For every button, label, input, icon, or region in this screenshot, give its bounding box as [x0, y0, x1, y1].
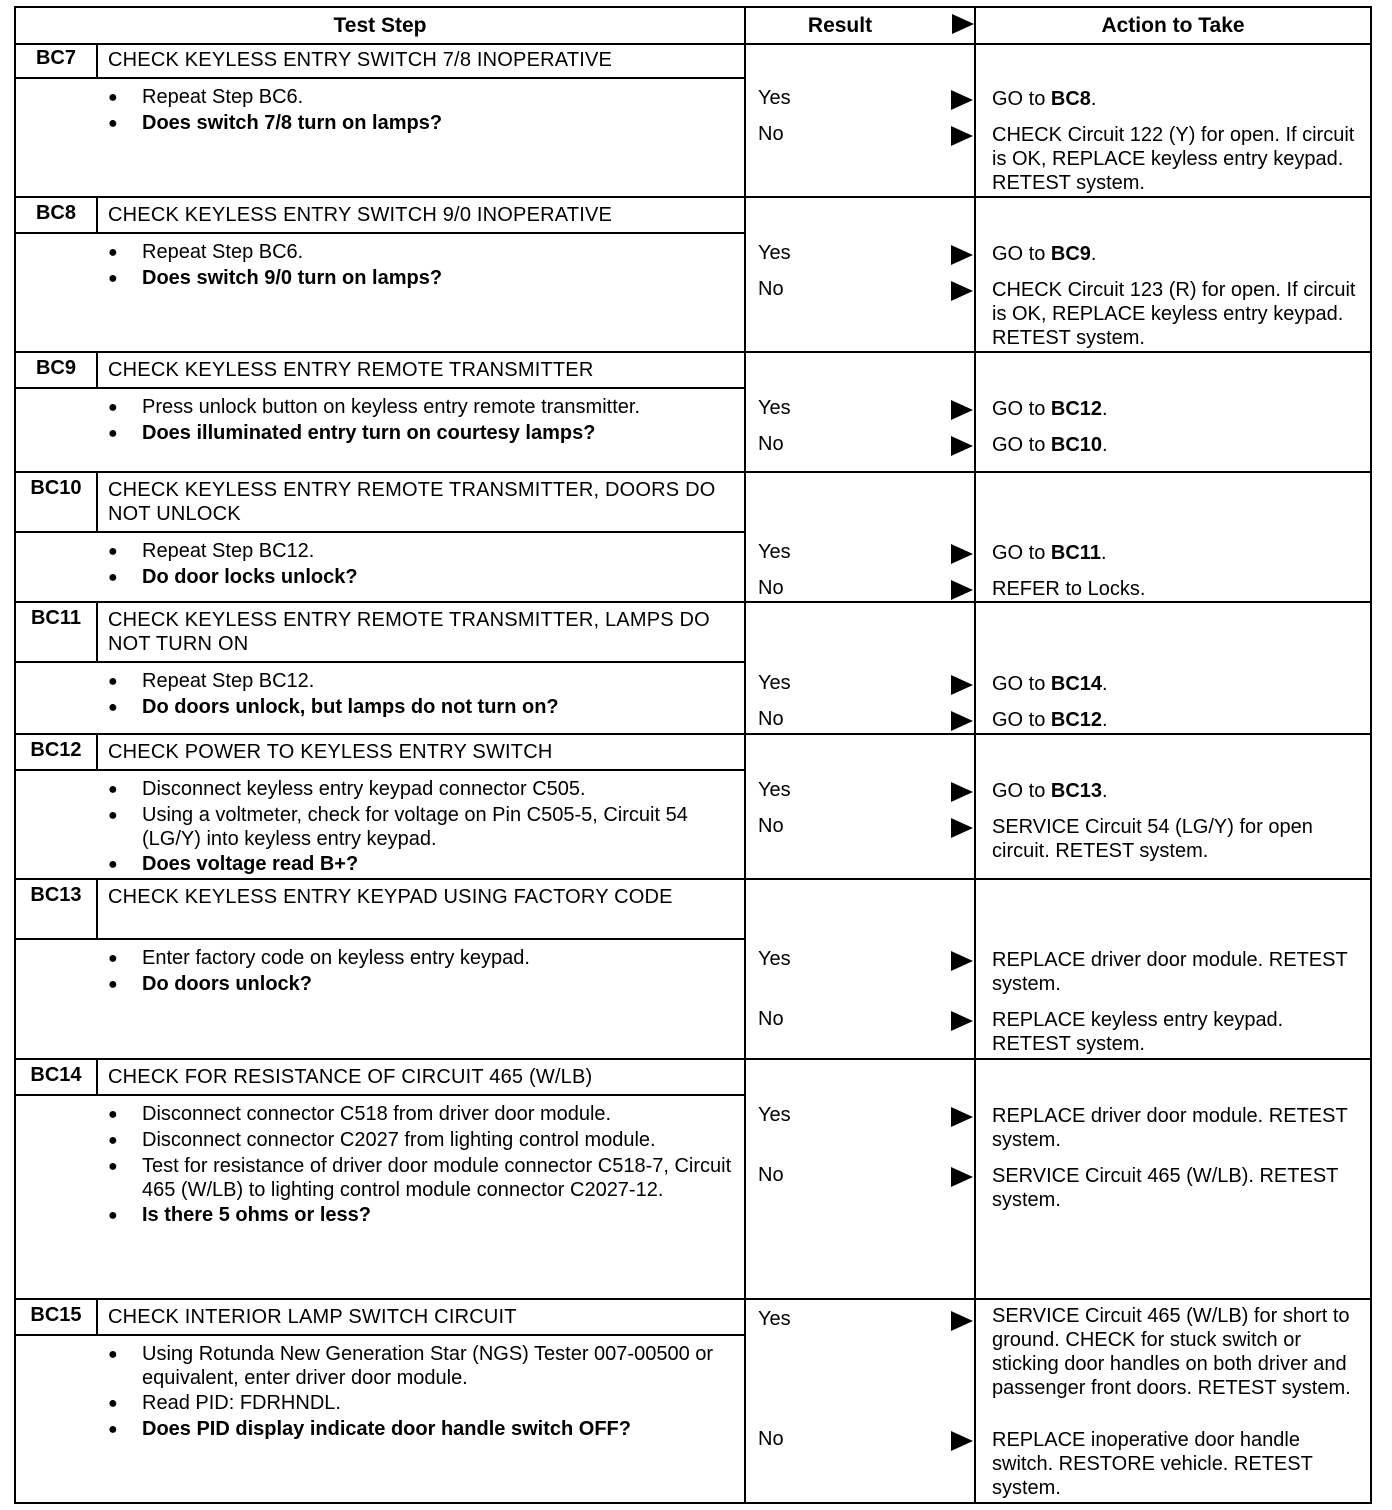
bullet-icon: ● [108, 399, 118, 416]
result-label: No [758, 433, 784, 455]
result-no [758, 278, 983, 304]
arrow-right-icon [951, 436, 973, 456]
test-step-row [16, 735, 1370, 880]
instruction-item [108, 421, 738, 446]
bullet-icon: ● [108, 856, 118, 873]
instruction-text: Disconnect connector C2027 from lighting control module. [142, 1129, 656, 1151]
action-prefix: REFER to Locks. [992, 578, 1146, 600]
instruction-item [108, 1154, 738, 1202]
bullet-icon: ● [108, 1207, 118, 1224]
bullet-icon: ● [108, 270, 118, 287]
result-label: Yes [758, 672, 791, 694]
instruction-text: Using a voltmeter, check for voltage on Pin C505-5, Circuit 54 (LG/Y) into keyless entry keypad. [142, 804, 688, 850]
action-prefix: GO to [992, 398, 1051, 420]
instruction-question: Does voltage read B+? [142, 853, 359, 875]
result-label: No [758, 577, 784, 599]
action-prefix: GO to [992, 88, 1051, 110]
action-suffix: . [1102, 709, 1108, 731]
header-result-label: Result [807, 13, 873, 37]
step-id: BC9 [16, 353, 98, 389]
result-yes [758, 541, 983, 567]
action-suffix: . [1090, 243, 1097, 265]
test-step-row [16, 1300, 1370, 1504]
instruction-item [108, 852, 738, 877]
action-prefix: REPLACE keyless entry keypad. RETEST system. [992, 1009, 1284, 1055]
action-text [992, 708, 1364, 732]
instruction-question: Is there 5 ohms or less? [142, 1204, 371, 1226]
instruction-question: Do doors unlock, but lamps do not turn on? [142, 696, 559, 718]
action-prefix: GO to [992, 434, 1051, 456]
instruction-question: Does switch 9/0 turn on lamps? [142, 267, 443, 289]
step-title: CHECK KEYLESS ENTRY REMOTE TRANSMITTER, DOORS DO NOT UNLOCK [98, 473, 746, 533]
instruction-item [108, 240, 738, 265]
instruction-text: Press unlock button on keyless entry remote transmitter. [142, 396, 640, 418]
action-text [992, 672, 1364, 696]
instruction-text: Read PID: FDRHNDL. [142, 1392, 341, 1414]
instruction-item [108, 946, 738, 971]
bullet-icon: ● [108, 244, 118, 261]
instruction-text: Disconnect keyless entry keypad connector C505. [142, 778, 586, 800]
instruction-text: Repeat Step BC6. [142, 241, 304, 263]
step-instructions [108, 777, 738, 878]
bullet-icon: ● [108, 807, 118, 824]
action-prefix: GO to [992, 780, 1051, 802]
arrow-right-icon [951, 1311, 973, 1331]
instruction-item [108, 972, 738, 997]
instruction-item [108, 1417, 738, 1442]
arrow-right-icon [951, 1431, 973, 1451]
step-instructions [108, 946, 738, 998]
arrow-right-icon [951, 1167, 973, 1187]
bullet-icon: ● [108, 115, 118, 132]
action-text [992, 433, 1364, 457]
arrow-right-icon [951, 245, 973, 265]
action-suffix: . [1102, 780, 1108, 802]
action-suffix: . [1102, 673, 1108, 695]
test-step-row [16, 880, 1370, 1060]
instruction-text: Enter factory code on keyless entry keypad. [142, 947, 530, 969]
result-label: No [758, 278, 784, 300]
bullet-icon: ● [108, 425, 118, 442]
action-text [992, 123, 1364, 195]
instruction-text: Test for resistance of driver door module connector C518-7, Circuit 465 (W/LB) to lighting control module connector C2027-12. [142, 1155, 732, 1201]
bullet-icon: ● [108, 543, 118, 560]
result-no [758, 1008, 983, 1034]
instruction-question: Do doors unlock? [142, 973, 312, 995]
instruction-item [108, 1342, 738, 1390]
step-title: CHECK KEYLESS ENTRY SWITCH 9/0 INOPERATIVE [98, 198, 746, 234]
instruction-item [108, 266, 738, 291]
action-suffix: . [1102, 398, 1108, 420]
result-yes [758, 1104, 983, 1130]
bullet-icon: ● [108, 569, 118, 586]
step-id: BC14 [16, 1060, 98, 1096]
instruction-item [108, 565, 738, 590]
instruction-text: Repeat Step BC6. [142, 86, 304, 108]
result-label: Yes [758, 397, 791, 419]
action-text [992, 948, 1364, 996]
step-title: CHECK INTERIOR LAMP SWITCH CIRCUIT [98, 1300, 746, 1336]
step-title: CHECK FOR RESISTANCE OF CIRCUIT 465 (W/LB) [98, 1060, 746, 1096]
bullet-icon: ● [108, 1106, 118, 1123]
instruction-text: Repeat Step BC12. [142, 670, 315, 692]
action-prefix: GO to [992, 542, 1051, 564]
action-text [992, 397, 1364, 421]
action-prefix: SERVICE Circuit 465 (W/LB) for short to ground. CHECK for stuck switch or sticking door handles on both driver and passenger front doors. RETEST system. [992, 1305, 1351, 1399]
diagnostic-table [14, 6, 1372, 1504]
result-yes [758, 672, 983, 698]
result-label: No [758, 1428, 784, 1450]
header-test-step: Test Step [16, 8, 744, 45]
step-id: BC10 [16, 473, 98, 533]
step-title: CHECK KEYLESS ENTRY KEYPAD USING FACTORY CODE [98, 880, 746, 940]
step-instructions [108, 669, 738, 721]
instruction-question: Does PID display indicate door handle switch OFF? [142, 1418, 631, 1440]
result-no [758, 1428, 983, 1454]
instruction-text: Disconnect connector C518 from driver door module. [142, 1103, 612, 1125]
bullet-icon: ● [108, 976, 118, 993]
action-text [992, 1164, 1364, 1212]
action-suffix: . [1102, 434, 1108, 456]
header-arrow-icon [952, 14, 974, 34]
test-step-row [16, 473, 1370, 603]
action-text [992, 242, 1364, 266]
action-suffix: . [1100, 542, 1107, 564]
action-text [992, 1304, 1364, 1400]
arrow-right-icon [951, 126, 973, 146]
result-label: No [758, 1164, 784, 1186]
result-no [758, 1164, 983, 1190]
arrow-right-icon [951, 675, 973, 695]
step-title: CHECK KEYLESS ENTRY SWITCH 7/8 INOPERATIVE [98, 43, 746, 79]
test-step-row [16, 603, 1370, 735]
result-label: Yes [758, 242, 791, 264]
action-step-ref: BC9 [1050, 243, 1091, 265]
instruction-item [108, 1203, 738, 1228]
action-text [992, 541, 1364, 565]
step-instructions [108, 1342, 738, 1443]
result-yes [758, 87, 983, 113]
action-text [992, 815, 1364, 863]
result-yes [758, 779, 983, 805]
action-step-ref: BC11 [1050, 542, 1101, 564]
bullet-icon: ● [108, 1395, 118, 1412]
action-prefix: REPLACE inoperative door handle switch. RESTORE vehicle. RETEST system. [992, 1429, 1313, 1499]
test-step-row [16, 353, 1370, 473]
instruction-question: Do door locks unlock? [142, 566, 358, 588]
result-label: No [758, 1008, 784, 1030]
instruction-item [108, 695, 738, 720]
result-yes [758, 242, 983, 268]
step-id: BC15 [16, 1300, 98, 1336]
result-label: No [758, 123, 784, 145]
bullet-icon: ● [108, 1421, 118, 1438]
test-step-row [16, 198, 1370, 353]
action-prefix: CHECK Circuit 123 (R) for open. If circuit is OK, REPLACE keyless entry keypad. RETEST system. [992, 279, 1356, 349]
arrow-right-icon [951, 1011, 973, 1031]
step-id: BC13 [16, 880, 98, 940]
step-id: BC12 [16, 735, 98, 771]
instruction-text: Repeat Step BC12. [142, 540, 315, 562]
arrow-right-icon [951, 281, 973, 301]
action-step-ref: BC13 [1050, 780, 1103, 802]
result-label: Yes [758, 948, 791, 970]
result-yes [758, 1308, 983, 1334]
result-no [758, 123, 983, 149]
step-title: CHECK KEYLESS ENTRY REMOTE TRANSMITTER [98, 353, 746, 389]
action-text [992, 278, 1364, 350]
bullet-icon: ● [108, 89, 118, 106]
instruction-item [108, 395, 738, 420]
step-title: CHECK KEYLESS ENTRY REMOTE TRANSMITTER, LAMPS DO NOT TURN ON [98, 603, 746, 663]
instruction-item [108, 803, 738, 851]
instruction-item [108, 85, 738, 110]
result-no [758, 708, 983, 734]
instruction-item [108, 1128, 738, 1153]
arrow-right-icon [951, 1107, 973, 1127]
instruction-item [108, 539, 738, 564]
result-no [758, 433, 983, 459]
arrow-right-icon [951, 818, 973, 838]
arrow-right-icon [951, 400, 973, 420]
action-prefix: REPLACE driver door module. RETEST system. [992, 949, 1348, 995]
arrow-right-icon [951, 711, 973, 731]
action-step-ref: BC8 [1050, 88, 1091, 110]
arrow-right-icon [951, 90, 973, 110]
action-prefix: SERVICE Circuit 465 (W/LB). RETEST system. [992, 1165, 1339, 1211]
header-action: Action to Take [976, 8, 1370, 45]
bullet-icon: ● [108, 699, 118, 716]
step-instructions [108, 240, 738, 292]
result-label: Yes [758, 1104, 791, 1126]
instruction-text: Using Rotunda New Generation Star (NGS) Tester 007-00500 or equivalent, enter driver door module. [142, 1343, 714, 1389]
action-text [992, 779, 1364, 803]
result-label: Yes [758, 541, 791, 563]
instruction-question: Does illuminated entry turn on courtesy lamps? [142, 422, 596, 444]
bullet-icon: ● [108, 673, 118, 690]
action-prefix: GO to [992, 709, 1051, 731]
step-id: BC8 [16, 198, 98, 234]
action-text [992, 1104, 1364, 1152]
action-suffix: . [1090, 88, 1097, 110]
action-text [992, 577, 1364, 601]
action-text [992, 1428, 1364, 1500]
action-step-ref: BC10 [1050, 434, 1103, 456]
step-id: BC7 [16, 43, 98, 79]
header-result [746, 8, 974, 45]
result-label: Yes [758, 779, 791, 801]
action-prefix: GO to [992, 243, 1051, 265]
step-instructions [108, 395, 738, 447]
result-no [758, 577, 983, 603]
action-prefix: SERVICE Circuit 54 (LG/Y) for open circuit. RETEST system. [992, 816, 1313, 862]
test-step-row [16, 1060, 1370, 1300]
result-label: No [758, 815, 784, 837]
arrow-right-icon [951, 544, 973, 564]
instruction-item [108, 111, 738, 136]
step-instructions [108, 85, 738, 137]
action-text [992, 1008, 1364, 1056]
bullet-icon: ● [108, 781, 118, 798]
action-step-ref: BC12 [1050, 398, 1103, 420]
instruction-question: Does switch 7/8 turn on lamps? [142, 112, 443, 134]
result-label: Yes [758, 87, 791, 109]
arrow-right-icon [951, 782, 973, 802]
action-step-ref: BC14 [1050, 673, 1103, 695]
instruction-item [108, 1391, 738, 1416]
test-step-row [16, 43, 1370, 198]
result-no [758, 815, 983, 841]
result-label: No [758, 708, 784, 730]
action-prefix: GO to [992, 673, 1051, 695]
result-yes [758, 397, 983, 423]
step-id: BC11 [16, 603, 98, 663]
result-label: Yes [758, 1308, 791, 1330]
bullet-icon: ● [108, 950, 118, 967]
bullet-icon: ● [108, 1158, 118, 1175]
instruction-item [108, 777, 738, 802]
bullet-icon: ● [108, 1346, 118, 1363]
result-yes [758, 948, 983, 974]
action-text [992, 87, 1364, 111]
arrow-right-icon [951, 580, 973, 600]
action-prefix: CHECK Circuit 122 (Y) for open. If circuit is OK, REPLACE keyless entry keypad. RETEST system. [992, 124, 1355, 194]
step-instructions [108, 1102, 738, 1229]
action-prefix: REPLACE driver door module. RETEST system. [992, 1105, 1348, 1151]
bullet-icon: ● [108, 1132, 118, 1149]
step-title: CHECK POWER TO KEYLESS ENTRY SWITCH [98, 735, 746, 771]
arrow-right-icon [951, 951, 973, 971]
action-step-ref: BC12 [1050, 709, 1103, 731]
instruction-item [108, 1102, 738, 1127]
instruction-item [108, 669, 738, 694]
step-instructions [108, 539, 738, 591]
